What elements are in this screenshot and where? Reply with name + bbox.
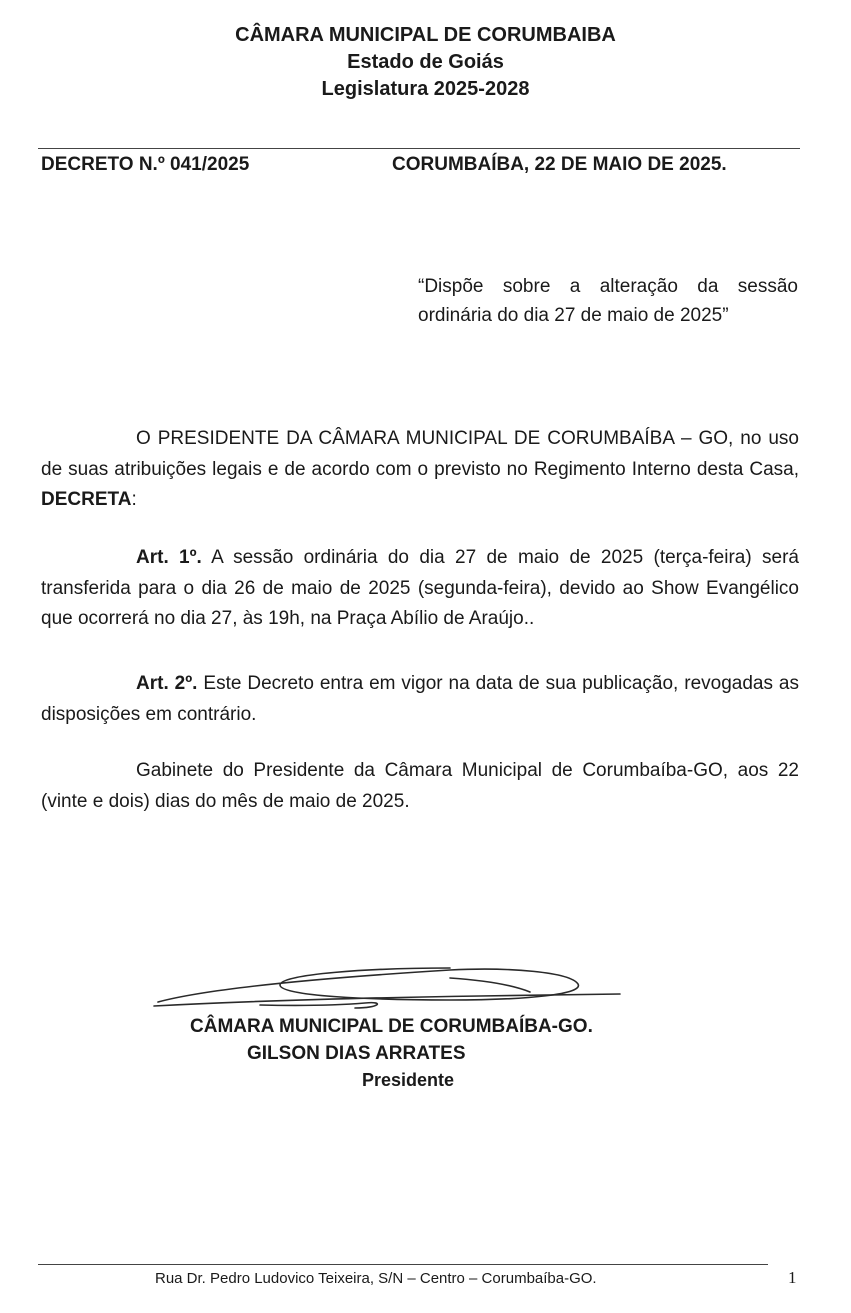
decree-place-date: CORUMBAÍBA, 22 DE MAIO DE 2025. bbox=[392, 154, 727, 175]
footer-address: Rua Dr. Pedro Ludovico Teixeira, S/N – Centro – Corumbaíba-GO. bbox=[155, 1270, 597, 1287]
header-rule bbox=[38, 148, 800, 149]
signature-role: Presidente bbox=[362, 1070, 455, 1090]
handwritten-signature bbox=[150, 958, 630, 1024]
preamble-text: O PRESIDENTE DA CÂMARA MUNICIPAL DE CORUMBAÍBA – GO, no uso de suas atribuições legais e de acordo com o previsto no Regimento Interno desta Casa, bbox=[41, 428, 799, 480]
article-1 bbox=[41, 543, 799, 635]
footer-rule bbox=[38, 1264, 768, 1265]
legislature-title: Legislatura 2025-2028 bbox=[321, 78, 530, 100]
decree-number: DECRETO N.º 041/2025 bbox=[41, 154, 250, 175]
state-title: Estado de Goiás bbox=[347, 51, 504, 73]
closing-paragraph bbox=[41, 756, 799, 817]
page-number: 1 bbox=[788, 1268, 797, 1287]
article-1-text: A sessão ordinária do dia 27 de maio de 2025 (terça-feira) será transferida para o dia 26 de maio de 2025 (segunda-feira), devido ao Show Evangélico que ocorrerá no dia 27, às 19h, na Praça Abílio de Araújo.. bbox=[41, 547, 799, 629]
document-header bbox=[0, 22, 851, 103]
signature-name: GILSON DIAS ARRATES bbox=[247, 1043, 466, 1064]
article-2-text: Este Decreto entra em vigor na data de sua publicação, revogadas as disposições em contrário. bbox=[41, 673, 799, 725]
decreta-keyword: DECRETA bbox=[41, 489, 132, 510]
closing-text: Gabinete do Presidente da Câmara Municipal de Corumbaíba-GO, aos 22 (vinte e dois) dias do mês de maio de 2025. bbox=[41, 760, 799, 812]
signature-institution: CÂMARA MUNICIPAL DE CORUMBAÍBA-GO. bbox=[190, 1016, 593, 1037]
ementa: “Dispõe sobre a alteração da sessão ordinária do dia 27 de maio de 2025” bbox=[418, 276, 798, 326]
preamble-end: : bbox=[131, 489, 137, 510]
article-2 bbox=[41, 669, 799, 730]
article-2-label: Art. 2º. bbox=[136, 673, 198, 694]
institution-title: CÂMARA MUNICIPAL DE CORUMBAIBA bbox=[235, 24, 616, 46]
preamble-paragraph bbox=[41, 424, 799, 516]
article-1-label: Art. 1º. bbox=[136, 547, 202, 568]
